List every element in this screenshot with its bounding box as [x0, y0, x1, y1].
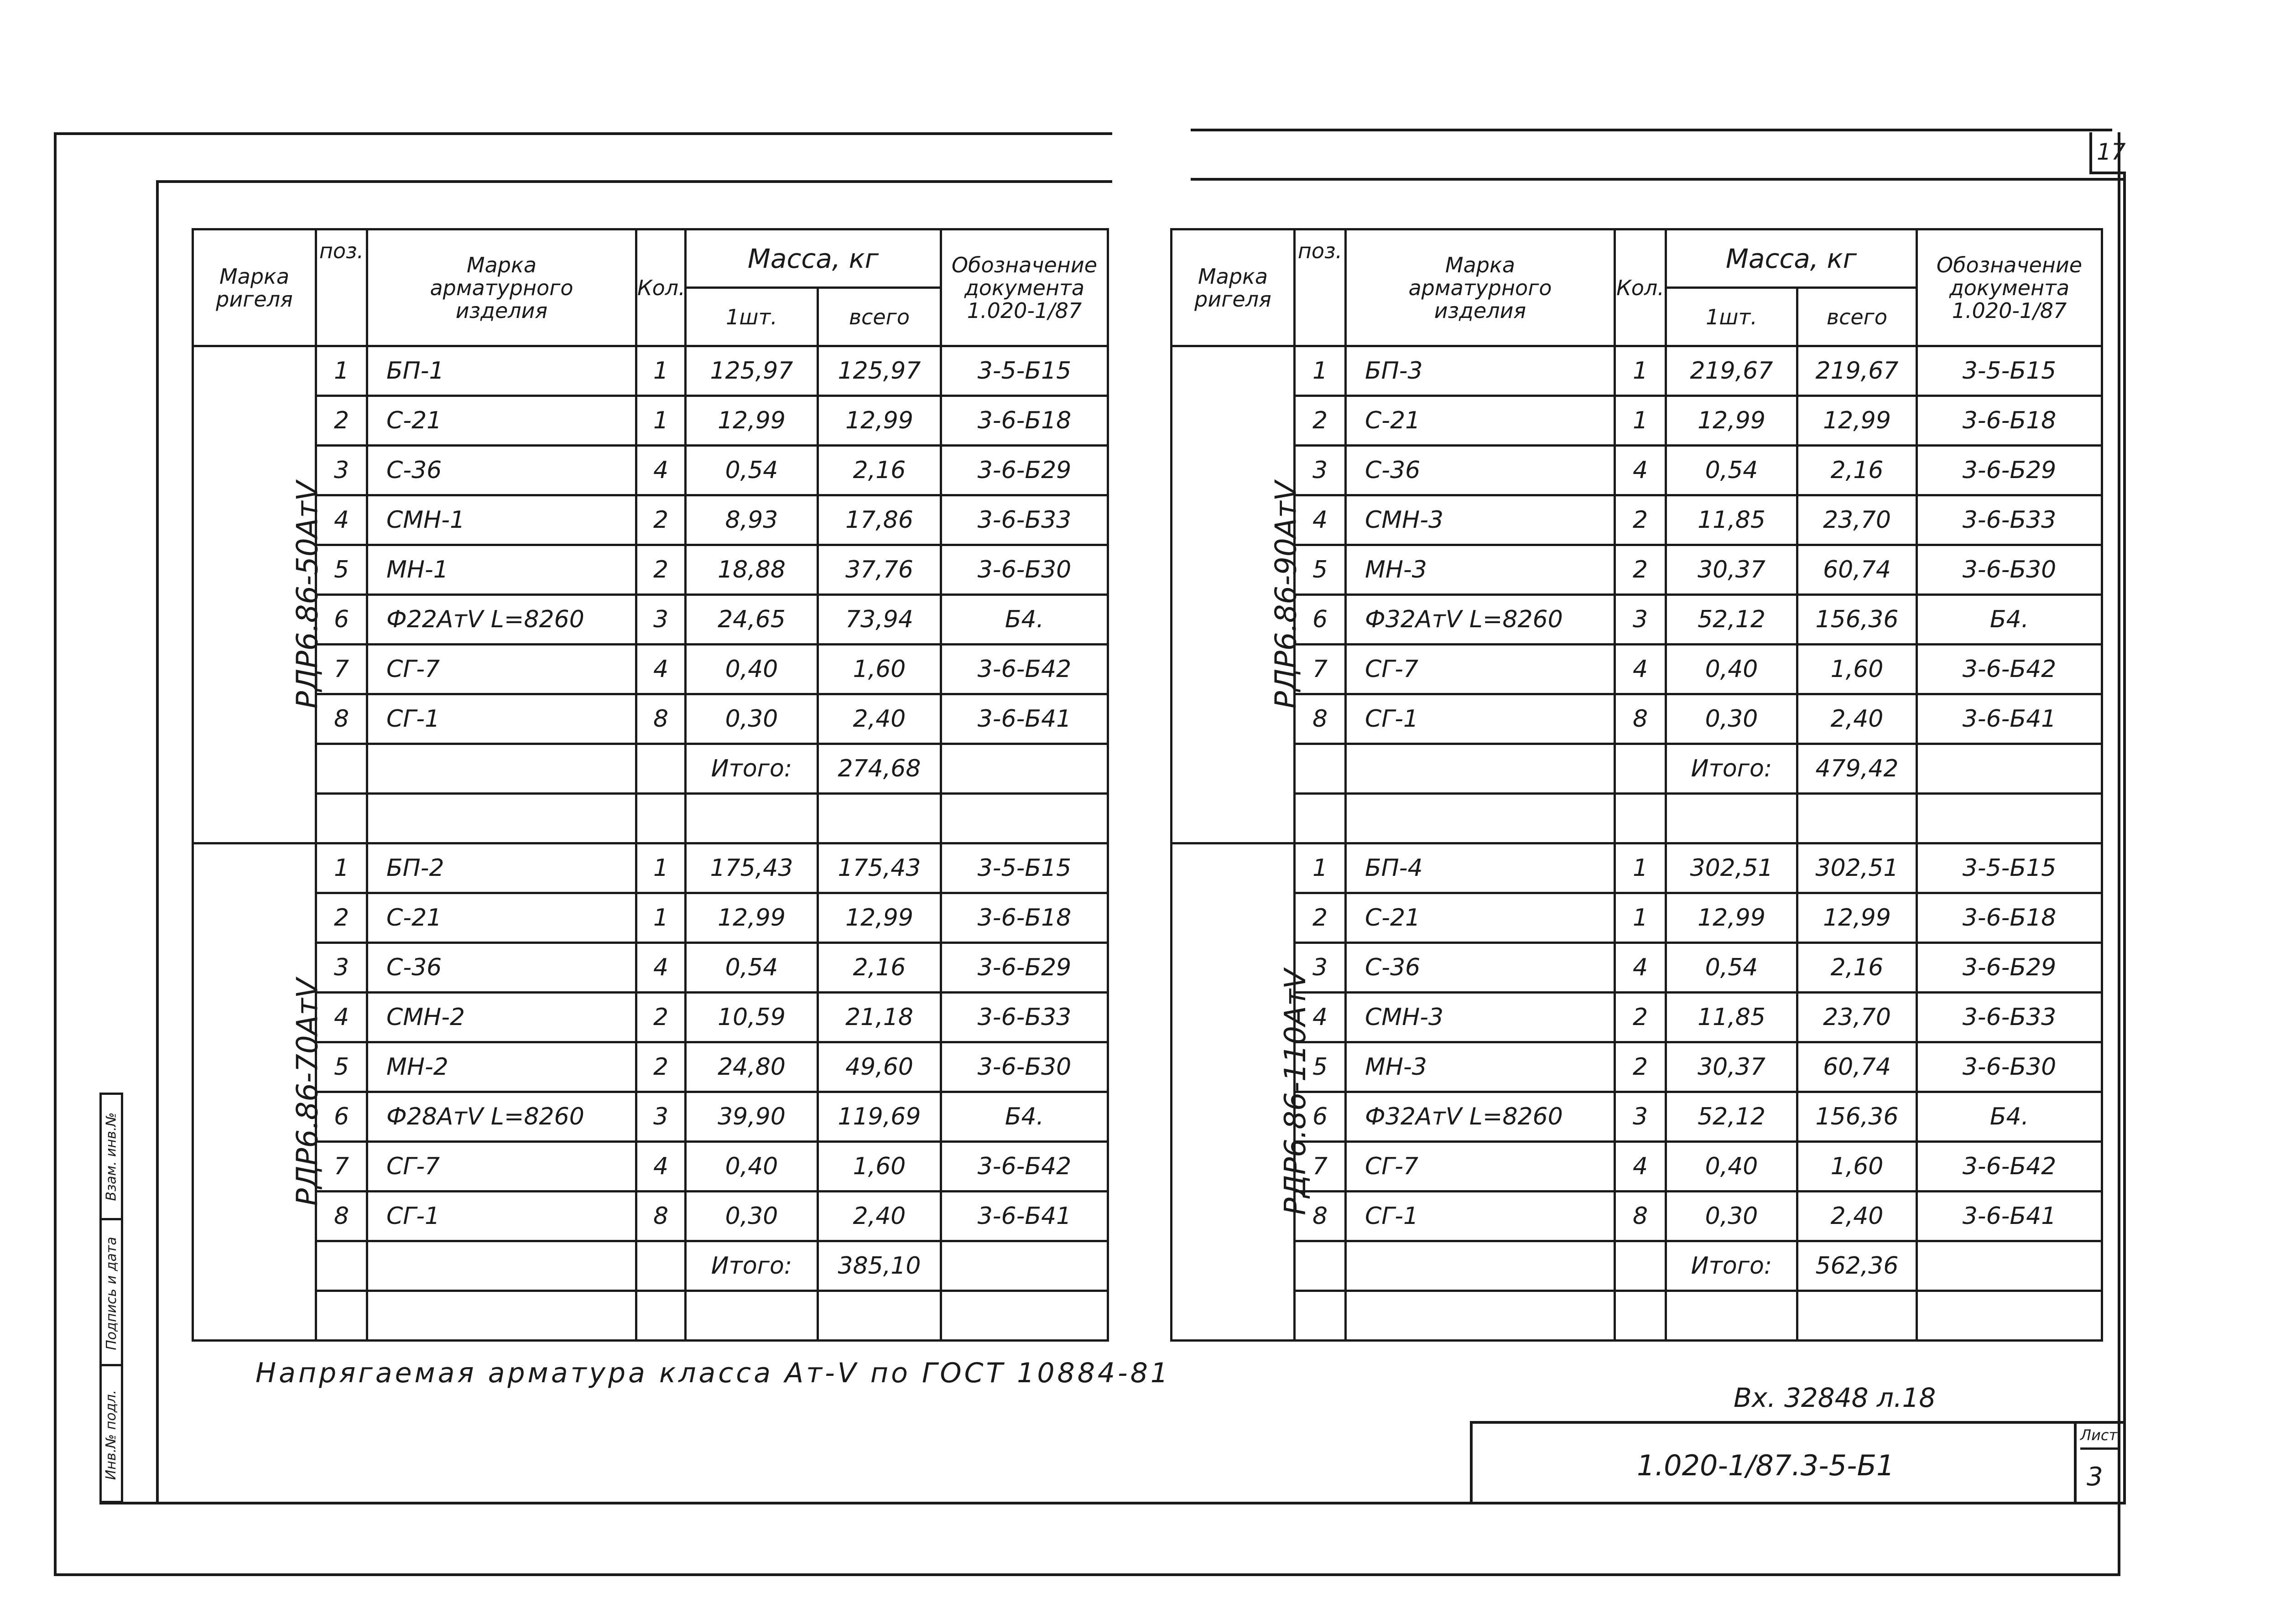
header-qty: Кол. — [636, 229, 686, 346]
mass-one-cell: 0,40 — [686, 1142, 818, 1192]
group-mark-cell — [193, 346, 325, 843]
item-cell: СМН-3 — [1346, 993, 1615, 1042]
outer-frame-bottom — [54, 1573, 2120, 1576]
item-cell: СГ-1 — [367, 694, 636, 744]
qty-cell: 3 — [1615, 1092, 1666, 1142]
pos-cell: 7 — [316, 1142, 367, 1192]
item-cell: СГ-7 — [1346, 1142, 1615, 1192]
pos-cell: 5 — [1295, 1042, 1346, 1092]
doc-cell: 3-6-Б42 — [941, 645, 1108, 694]
item-cell: С-21 — [367, 396, 636, 446]
total-label: Итого: — [1666, 744, 1797, 794]
table-row — [1172, 545, 2102, 595]
right-spec-table — [1170, 228, 2103, 1342]
mass-total-cell: 73,94 — [818, 595, 941, 645]
header-pos: поз. — [316, 229, 367, 346]
outer-frame-top-left — [54, 132, 1112, 135]
mass-one-cell: 11,85 — [1666, 495, 1797, 545]
pos-cell: 4 — [316, 993, 367, 1042]
mass-one-cell: 12,99 — [1666, 893, 1797, 943]
doc-cell: 3-5-Б15 — [1917, 843, 2102, 893]
mass-one-cell: 30,37 — [1666, 1042, 1797, 1092]
mass-total-cell: 17,86 — [818, 495, 941, 545]
empty-row — [1172, 794, 2102, 843]
qty-cell: 4 — [1615, 446, 1666, 495]
group-mark-cell — [193, 843, 325, 1341]
doc-cell: 3-6-Б41 — [941, 1192, 1108, 1241]
header-doc: Обозначение документа 1.020-1/87 — [941, 229, 1108, 346]
group-mark: РДР6.86-90АтV — [1269, 480, 1303, 709]
pos-cell: 6 — [316, 1092, 367, 1142]
inner-frame-top-right — [1191, 178, 2126, 181]
total-value: 479,42 — [1797, 744, 1917, 794]
total-row — [1172, 1241, 2102, 1291]
outer-frame-right — [2118, 132, 2120, 1576]
qty-cell: 1 — [636, 346, 686, 396]
item-cell: Ф22АтV L=8260 — [367, 595, 636, 645]
item-cell: СГ-1 — [367, 1192, 636, 1241]
item-cell: Ф32АтV L=8260 — [1346, 1092, 1615, 1142]
qty-cell: 1 — [1615, 396, 1666, 446]
mass-total-cell: 1,60 — [1797, 1142, 1917, 1192]
qty-cell: 4 — [1615, 645, 1666, 694]
table-row — [1172, 595, 2102, 645]
total-row — [1172, 744, 2102, 794]
header-mass-total: всего — [818, 288, 941, 346]
pos-cell: 2 — [1295, 893, 1346, 943]
item-cell: СГ-7 — [367, 1142, 636, 1192]
qty-cell: 8 — [1615, 1192, 1666, 1241]
mass-total-cell: 125,97 — [818, 346, 941, 396]
item-cell: С-21 — [367, 893, 636, 943]
side-stamp-text: Инв.№ подл. — [103, 1390, 120, 1480]
qty-cell: 2 — [636, 545, 686, 595]
header-mark: Марка ригеля — [193, 229, 316, 346]
sheet-box — [2074, 1424, 2123, 1502]
header-mass: Масса, кг — [686, 229, 941, 288]
doc-cell: 3-6-Б30 — [941, 545, 1108, 595]
mass-one-cell: 52,12 — [1666, 1092, 1797, 1142]
outer-frame-left — [54, 132, 57, 1576]
qty-cell: 8 — [1615, 694, 1666, 744]
mass-one-cell: 0,30 — [1666, 1192, 1797, 1241]
table-row — [193, 396, 1108, 446]
group-mark: РДР6.86-50АтV — [291, 480, 325, 709]
left-spec-table — [192, 228, 1109, 1342]
doc-cell: 3-6-Б18 — [941, 396, 1108, 446]
mass-one-cell: 0,40 — [1666, 1142, 1797, 1192]
item-cell: БП-3 — [1346, 346, 1615, 396]
doc-cell: 3-6-Б42 — [1917, 1142, 2102, 1192]
total-value: 385,10 — [818, 1241, 941, 1291]
doc-cell: 3-6-Б42 — [941, 1142, 1108, 1192]
qty-cell: 2 — [1615, 495, 1666, 545]
doc-cell: 3-6-Б18 — [1917, 893, 2102, 943]
pos-cell: 5 — [316, 545, 367, 595]
page-number-box — [2089, 132, 2126, 174]
pos-cell: 6 — [1295, 595, 1346, 645]
mass-total-cell: 175,43 — [818, 843, 941, 893]
title-block-code: 1.020-1/87.3-5-Б1 — [1637, 1449, 1895, 1482]
header-item-mark: Марка арматурного изделия — [367, 229, 636, 346]
pos-cell: 7 — [1295, 645, 1346, 694]
table-row — [193, 993, 1108, 1042]
table-row — [193, 545, 1108, 595]
inner-frame-left — [156, 180, 159, 1504]
item-cell: МН-3 — [1346, 545, 1615, 595]
doc-cell: 3-5-Б15 — [941, 843, 1108, 893]
qty-cell: 3 — [1615, 595, 1666, 645]
qty-cell: 4 — [636, 943, 686, 993]
header-pos: поз. — [1295, 229, 1346, 346]
pos-cell: 4 — [1295, 495, 1346, 545]
pos-cell: 5 — [1295, 545, 1346, 595]
mass-one-cell: 0,54 — [686, 446, 818, 495]
mass-total-cell: 23,70 — [1797, 993, 1917, 1042]
doc-cell: Б4. — [941, 1092, 1108, 1142]
header-mass-total: всего — [1797, 288, 1917, 346]
inner-frame-top-left — [156, 180, 1112, 183]
table-row — [193, 893, 1108, 943]
sheet-label: Лист — [2080, 1426, 2119, 1450]
outer-frame-top-right — [1191, 129, 2112, 131]
item-cell: С-21 — [1346, 893, 1615, 943]
table-row — [1172, 495, 2102, 545]
mass-one-cell: 0,30 — [686, 1192, 818, 1241]
item-cell: БП-4 — [1346, 843, 1615, 893]
header-item-mark: Марка арматурного изделия — [1346, 229, 1615, 346]
qty-cell: 8 — [636, 694, 686, 744]
doc-cell: 3-6-Б33 — [1917, 993, 2102, 1042]
mass-one-cell: 125,97 — [686, 346, 818, 396]
header-mass-one: 1шт. — [1666, 288, 1797, 346]
mass-total-cell: 1,60 — [818, 645, 941, 694]
item-cell: СГ-1 — [1346, 1192, 1615, 1241]
mass-total-cell: 156,36 — [1797, 595, 1917, 645]
table-row — [1172, 843, 2102, 893]
mass-one-cell: 11,85 — [1666, 993, 1797, 1042]
mass-total-cell: 49,60 — [818, 1042, 941, 1092]
header-mark: Марка ригеля — [1172, 229, 1295, 346]
qty-cell: 2 — [636, 1042, 686, 1092]
item-cell: СМН-1 — [367, 495, 636, 545]
pos-cell: 2 — [316, 893, 367, 943]
table-row — [1172, 893, 2102, 943]
qty-cell: 1 — [1615, 893, 1666, 943]
mass-one-cell: 10,59 — [686, 993, 818, 1042]
qty-cell: 4 — [636, 1142, 686, 1192]
mass-one-cell: 12,99 — [686, 396, 818, 446]
group-mark: РДР6.86-70АтV — [291, 978, 325, 1206]
mass-total-cell: 119,69 — [818, 1092, 941, 1142]
header-qty: Кол. — [1615, 229, 1666, 346]
side-stamp-cell — [102, 1364, 121, 1503]
table-row — [193, 346, 1108, 396]
qty-cell: 2 — [1615, 545, 1666, 595]
empty-row — [193, 1291, 1108, 1341]
qty-cell: 3 — [636, 1092, 686, 1142]
doc-cell: 3-6-Б30 — [941, 1042, 1108, 1092]
mass-total-cell: 2,40 — [818, 694, 941, 744]
doc-cell: 3-6-Б33 — [941, 993, 1108, 1042]
mass-total-cell: 302,51 — [1797, 843, 1917, 893]
table-row — [1172, 396, 2102, 446]
item-cell: С-36 — [1346, 943, 1615, 993]
item-cell: МН-2 — [367, 1042, 636, 1092]
item-cell: СМН-2 — [367, 993, 636, 1042]
item-cell: СГ-1 — [1346, 694, 1615, 744]
doc-cell: 3-6-Б30 — [1917, 545, 2102, 595]
total-row — [193, 744, 1108, 794]
mass-total-cell: 21,18 — [818, 993, 941, 1042]
mass-one-cell: 24,65 — [686, 595, 818, 645]
pos-cell: 1 — [1295, 346, 1346, 396]
mass-one-cell: 175,43 — [686, 843, 818, 893]
mass-total-cell: 219,67 — [1797, 346, 1917, 396]
mass-total-cell: 12,99 — [818, 893, 941, 943]
reinforcement-note: Напрягаемая арматура класса Ат-V по ГОСТ 10884-81 — [255, 1357, 1171, 1389]
table-row — [1172, 694, 2102, 744]
qty-cell: 1 — [1615, 346, 1666, 396]
mass-total-cell: 37,76 — [818, 545, 941, 595]
mass-total-cell: 156,36 — [1797, 1092, 1917, 1142]
mass-one-cell: 0,54 — [686, 943, 818, 993]
pos-cell: 2 — [316, 396, 367, 446]
mass-one-cell: 30,37 — [1666, 545, 1797, 595]
pos-cell: 8 — [316, 694, 367, 744]
pos-cell: 1 — [316, 843, 367, 893]
item-cell: Ф28АтV L=8260 — [367, 1092, 636, 1142]
inventory-note: Вх. 32848 л.18 — [1734, 1382, 1936, 1413]
qty-cell: 2 — [1615, 993, 1666, 1042]
pos-cell: 7 — [316, 645, 367, 694]
mass-total-cell: 23,70 — [1797, 495, 1917, 545]
side-stamp — [99, 1093, 123, 1503]
pos-cell: 6 — [1295, 1092, 1346, 1142]
mass-total-cell: 2,16 — [1797, 446, 1917, 495]
pos-cell: 6 — [316, 595, 367, 645]
doc-cell: 3-6-Б29 — [941, 943, 1108, 993]
mass-total-cell: 1,60 — [818, 1142, 941, 1192]
total-value: 274,68 — [818, 744, 941, 794]
item-cell: С-21 — [1346, 396, 1615, 446]
doc-cell: 3-5-Б15 — [1917, 346, 2102, 396]
mass-one-cell: 8,93 — [686, 495, 818, 545]
total-label: Итого: — [686, 1241, 818, 1291]
table-row — [193, 595, 1108, 645]
qty-cell: 4 — [636, 446, 686, 495]
qty-cell: 2 — [636, 993, 686, 1042]
pos-cell: 3 — [1295, 446, 1346, 495]
table-row — [193, 943, 1108, 993]
item-cell: БП-1 — [367, 346, 636, 396]
item-cell: СГ-7 — [367, 645, 636, 694]
total-row — [193, 1241, 1108, 1291]
table-row — [193, 495, 1108, 545]
item-cell: Ф32АтV L=8260 — [1346, 595, 1615, 645]
qty-cell: 1 — [1615, 843, 1666, 893]
doc-cell: Б4. — [941, 595, 1108, 645]
doc-cell: 3-6-Б42 — [1917, 645, 2102, 694]
mass-total-cell: 1,60 — [1797, 645, 1917, 694]
doc-cell: Б4. — [1917, 1092, 2102, 1142]
mass-total-cell: 12,99 — [1797, 396, 1917, 446]
mass-total-cell: 2,40 — [818, 1192, 941, 1241]
group-mark-cell — [1172, 843, 1312, 1341]
pos-cell: 7 — [1295, 1142, 1346, 1192]
doc-cell: 3-5-Б15 — [941, 346, 1108, 396]
mass-one-cell: 52,12 — [1666, 595, 1797, 645]
table-row — [1172, 446, 2102, 495]
mass-one-cell: 219,67 — [1666, 346, 1797, 396]
mass-one-cell: 12,99 — [1666, 396, 1797, 446]
table-row — [193, 1042, 1108, 1092]
doc-cell: 3-6-Б29 — [941, 446, 1108, 495]
item-cell: С-36 — [367, 446, 636, 495]
mass-total-cell: 2,40 — [1797, 1192, 1917, 1241]
pos-cell: 3 — [1295, 943, 1346, 993]
qty-cell: 4 — [1615, 943, 1666, 993]
qty-cell: 3 — [636, 595, 686, 645]
total-label: Итого: — [1666, 1241, 1797, 1291]
side-stamp-cell — [102, 1218, 121, 1366]
mass-total-cell: 2,16 — [1797, 943, 1917, 993]
mass-total-cell: 12,99 — [818, 396, 941, 446]
doc-cell: 3-6-Б18 — [941, 893, 1108, 943]
inner-frame-right — [2123, 173, 2126, 1504]
doc-cell: 3-6-Б18 — [1917, 396, 2102, 446]
table-row — [193, 1142, 1108, 1192]
qty-cell: 1 — [636, 893, 686, 943]
mass-one-cell: 24,80 — [686, 1042, 818, 1092]
item-cell: МН-3 — [1346, 1042, 1615, 1092]
pos-cell: 8 — [1295, 1192, 1346, 1241]
qty-cell: 4 — [636, 645, 686, 694]
side-stamp-text: Подпись и дата — [103, 1236, 120, 1350]
doc-cell: 3-6-Б29 — [1917, 943, 2102, 993]
mass-one-cell: 39,90 — [686, 1092, 818, 1142]
mass-one-cell: 0,40 — [1666, 645, 1797, 694]
qty-cell: 2 — [636, 495, 686, 545]
header-mass-one: 1шт. — [686, 288, 818, 346]
page-number: 17 — [2097, 139, 2126, 165]
table-row — [193, 645, 1108, 694]
mass-total-cell: 2,16 — [818, 943, 941, 993]
table-row — [193, 843, 1108, 893]
mass-one-cell: 302,51 — [1666, 843, 1797, 893]
group-mark: РДР6.86-110АтV — [1278, 968, 1312, 1215]
total-value: 562,36 — [1797, 1241, 1917, 1291]
side-stamp-cell — [102, 1095, 121, 1218]
table-row — [193, 694, 1108, 744]
side-stamp-text: Взам. инв.№ — [103, 1112, 120, 1201]
qty-cell: 1 — [636, 843, 686, 893]
mass-total-cell: 2,16 — [818, 446, 941, 495]
mass-total-cell: 60,74 — [1797, 545, 1917, 595]
table-row — [1172, 645, 2102, 694]
table-row — [1172, 346, 2102, 396]
qty-cell: 4 — [1615, 1142, 1666, 1192]
qty-cell: 1 — [636, 396, 686, 446]
pos-cell: 2 — [1295, 396, 1346, 446]
qty-cell: 2 — [1615, 1042, 1666, 1092]
doc-cell: 3-6-Б41 — [941, 694, 1108, 744]
doc-cell: Б4. — [1917, 595, 2102, 645]
group-mark-cell — [1172, 346, 1303, 843]
mass-one-cell: 12,99 — [686, 893, 818, 943]
doc-cell: 3-6-Б33 — [1917, 495, 2102, 545]
table-row — [193, 1192, 1108, 1241]
doc-cell: 3-6-Б41 — [1917, 694, 2102, 744]
doc-cell: 3-6-Б30 — [1917, 1042, 2102, 1092]
table-row — [193, 446, 1108, 495]
pos-cell: 4 — [1295, 993, 1346, 1042]
pos-cell: 5 — [316, 1042, 367, 1092]
empty-row — [193, 794, 1108, 843]
mass-total-cell: 60,74 — [1797, 1042, 1917, 1092]
mass-one-cell: 0,40 — [686, 645, 818, 694]
item-cell: БП-2 — [367, 843, 636, 893]
doc-cell: 3-6-Б29 — [1917, 446, 2102, 495]
mass-one-cell: 0,30 — [686, 694, 818, 744]
item-cell: СМН-3 — [1346, 495, 1615, 545]
header-doc: Обозначение документа 1.020-1/87 — [1917, 229, 2102, 346]
item-cell: МН-1 — [367, 545, 636, 595]
item-cell: С-36 — [1346, 446, 1615, 495]
mass-one-cell: 18,88 — [686, 545, 818, 595]
mass-one-cell: 0,54 — [1666, 446, 1797, 495]
title-block — [1470, 1421, 2126, 1504]
item-cell: СГ-7 — [1346, 645, 1615, 694]
doc-cell: 3-6-Б41 — [1917, 1192, 2102, 1241]
header-mass: Масса, кг — [1666, 229, 1917, 288]
item-cell: С-36 — [367, 943, 636, 993]
mass-total-cell: 2,40 — [1797, 694, 1917, 744]
mass-one-cell: 0,30 — [1666, 694, 1797, 744]
mass-total-cell: 12,99 — [1797, 893, 1917, 943]
pos-cell: 3 — [316, 446, 367, 495]
pos-cell: 4 — [316, 495, 367, 545]
pos-cell: 8 — [316, 1192, 367, 1241]
qty-cell: 8 — [636, 1192, 686, 1241]
total-label: Итого: — [686, 744, 818, 794]
pos-cell: 1 — [1295, 843, 1346, 893]
pos-cell: 8 — [1295, 694, 1346, 744]
sheet-number: 3 — [2087, 1462, 2103, 1492]
empty-row — [1172, 1291, 2102, 1341]
pos-cell: 3 — [316, 943, 367, 993]
table-row — [193, 1092, 1108, 1142]
mass-one-cell: 0,54 — [1666, 943, 1797, 993]
pos-cell: 1 — [316, 346, 367, 396]
doc-cell: 3-6-Б33 — [941, 495, 1108, 545]
